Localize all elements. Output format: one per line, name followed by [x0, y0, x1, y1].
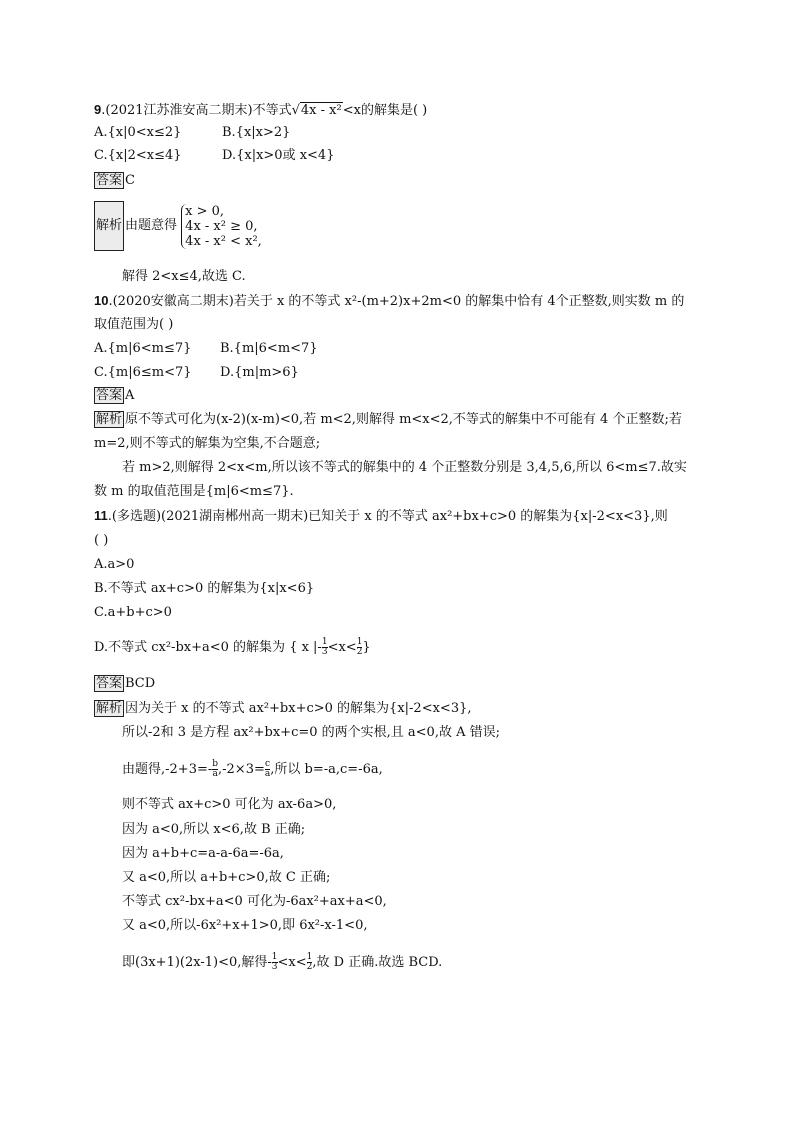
answer-tag: 答案 [96, 676, 123, 691]
q10-option-c: C.{m|6≤m<7} [94, 365, 192, 380]
q10-option-b: B.{m|6<m<7} [220, 341, 318, 356]
analysis-tag: 解析 [96, 412, 123, 427]
q9-options-row1 [94, 124, 290, 142]
q11-number: 11 [94, 508, 108, 523]
analysis-tag: 解析 [94, 201, 124, 251]
q10-option-a: A.{m|6<m≤7} [94, 341, 192, 356]
q11-option-d: D.不等式 cx²-bx+a<0 的解集为 { x |- $\frac{1}{3}$ <x< $\frac{1}{2}$ } [94, 637, 371, 657]
q9-analysis: 解析 由题意得 x > 0, 4x - x² ≥ 0, 4x - x² < x², [94, 201, 262, 251]
analysis-tag: 解析 [96, 701, 123, 716]
q10-analysis-line4: 数 m 的取值范围是{m|6<m≤7}. [94, 484, 294, 499]
q11-stem-line2: ( ) [94, 533, 109, 548]
q11-answer-value: BCD [125, 676, 156, 691]
q9-number: 9 [94, 102, 102, 117]
q10-stem-line2: 取值范围为( ) [94, 317, 174, 332]
inequality-system: x > 0, 4x - x² ≥ 0, 4x - x² < x², [181, 204, 262, 249]
q10-analysis-line2: m=2,则不等式的解集为空集,不合题意; [94, 436, 321, 451]
fraction: $\frac{1}{2}$ [356, 637, 363, 657]
q11-analysis-line3: 由题得,-2+3=- $\frac{b}{a}$ ,-2×3= $\frac{c}{a}$ ,所以 b=-a,c=-6a, [122, 759, 383, 779]
q9-radicand: 4x - x² [300, 103, 342, 118]
q10-stem: 10.(2020安徽高二期末)若关于 x 的不等式 x²-(m+2)x+2m<0 的解集中恰有 4个正整数,则实数 m 的 [94, 293, 685, 309]
q11-analysis-line7: 又 a<0,所以 a+b+c>0,故 C 正确; [122, 870, 331, 885]
fraction: $\frac{b}{a}$ [212, 759, 219, 779]
q11-analysis-line4: 则不等式 ax+c>0 可化为 ax-6a>0, [122, 797, 337, 812]
q10-analysis: 解析 原不等式可化为(x-2)(x-m)<0,若 m<2,则解得 m<x<2,不等式的解集中不可能有 4 个正整数;若 [96, 412, 682, 427]
q10-analysis-line3: 若 m>2,则解得 2<x<m,所以该不等式的解集中的 4 个正整数分别是 3,4,5,6,所以 6<m≤7.故实 [122, 460, 687, 475]
q11-stem: 11.(多选题)(2021湖南郴州高一期末)已知关于 x 的不等式 ax²+bx+c>0 的解集为{x|-2<x<3},则 [94, 508, 668, 524]
fraction: $\frac{1}{2}$ [306, 952, 313, 972]
q9-answer [94, 172, 135, 190]
q11-analysis-line2: 所以-2和 3 是方程 ax²+bx+c=0 的两个实根,且 a<0,故 A 错误; [122, 725, 500, 740]
answer-tag: 答案 [96, 388, 123, 403]
q10-option-d: D.{m|m>6} [220, 365, 299, 380]
q11-analysis-line5: 因为 a<0,所以 x<6,故 B 正确; [122, 822, 306, 837]
q11-analysis: 解析 因为关于 x 的不等式 ax²+bx+c>0 的解集为{x|-2<x<3}, [96, 701, 472, 716]
q11-option-a: A.a>0 [94, 557, 135, 572]
q9-option-c: C.{x|2<x≤4} [94, 148, 182, 163]
q10-options-row2 [94, 364, 299, 382]
q10-answer-value: A [125, 388, 135, 403]
q9-answer-value: C [125, 173, 135, 188]
q11-analysis-line6: 因为 a+b+c=a-a-6a=-6a, [122, 846, 284, 861]
fraction: $\frac{c}{a}$ [264, 759, 271, 779]
q9-options-row2 [94, 147, 334, 165]
q11-option-b: B.不等式 ax+c>0 的解集为{x|x<6} [94, 581, 315, 596]
q10-options-row1 [94, 340, 318, 358]
q10-number: 10 [94, 293, 109, 308]
sqrt-sign: √ [291, 103, 300, 118]
q9-option-a: A.{x|0<x≤2} [94, 125, 182, 140]
q9-option-b: B.{x|x>2} [222, 125, 291, 140]
q11-analysis-line8: 不等式 cx²-bx+a<0 可化为-6ax²+ax+a<0, [122, 894, 387, 909]
q11-analysis-line9: 又 a<0,所以-6x²+x+1>0,即 6x²-x-1<0, [122, 918, 368, 933]
q9-option-d: D.{x|x>0或 x<4} [222, 148, 335, 163]
q9-analysis-conclusion: 解得 2<x≤4,故选 C. [122, 269, 246, 284]
q9-stem: 9.(2021江苏淮安高二期末)不等式√4x - x²<x的解集是( ) [94, 102, 428, 118]
q11-analysis-line10: 即(3x+1)(2x-1)<0,解得- $\frac{1}{3}$ <x< $\frac{1}{2}$ ,故 D 正确.故选 BCD. [122, 952, 443, 972]
q10-answer [94, 387, 134, 405]
q11-answer [94, 675, 155, 693]
answer-tag: 答案 [96, 173, 123, 188]
q11-option-c: C.a+b+c>0 [94, 605, 172, 620]
fraction: $\frac{1}{3}$ [321, 637, 328, 657]
fraction: $\frac{1}{3}$ [271, 952, 278, 972]
